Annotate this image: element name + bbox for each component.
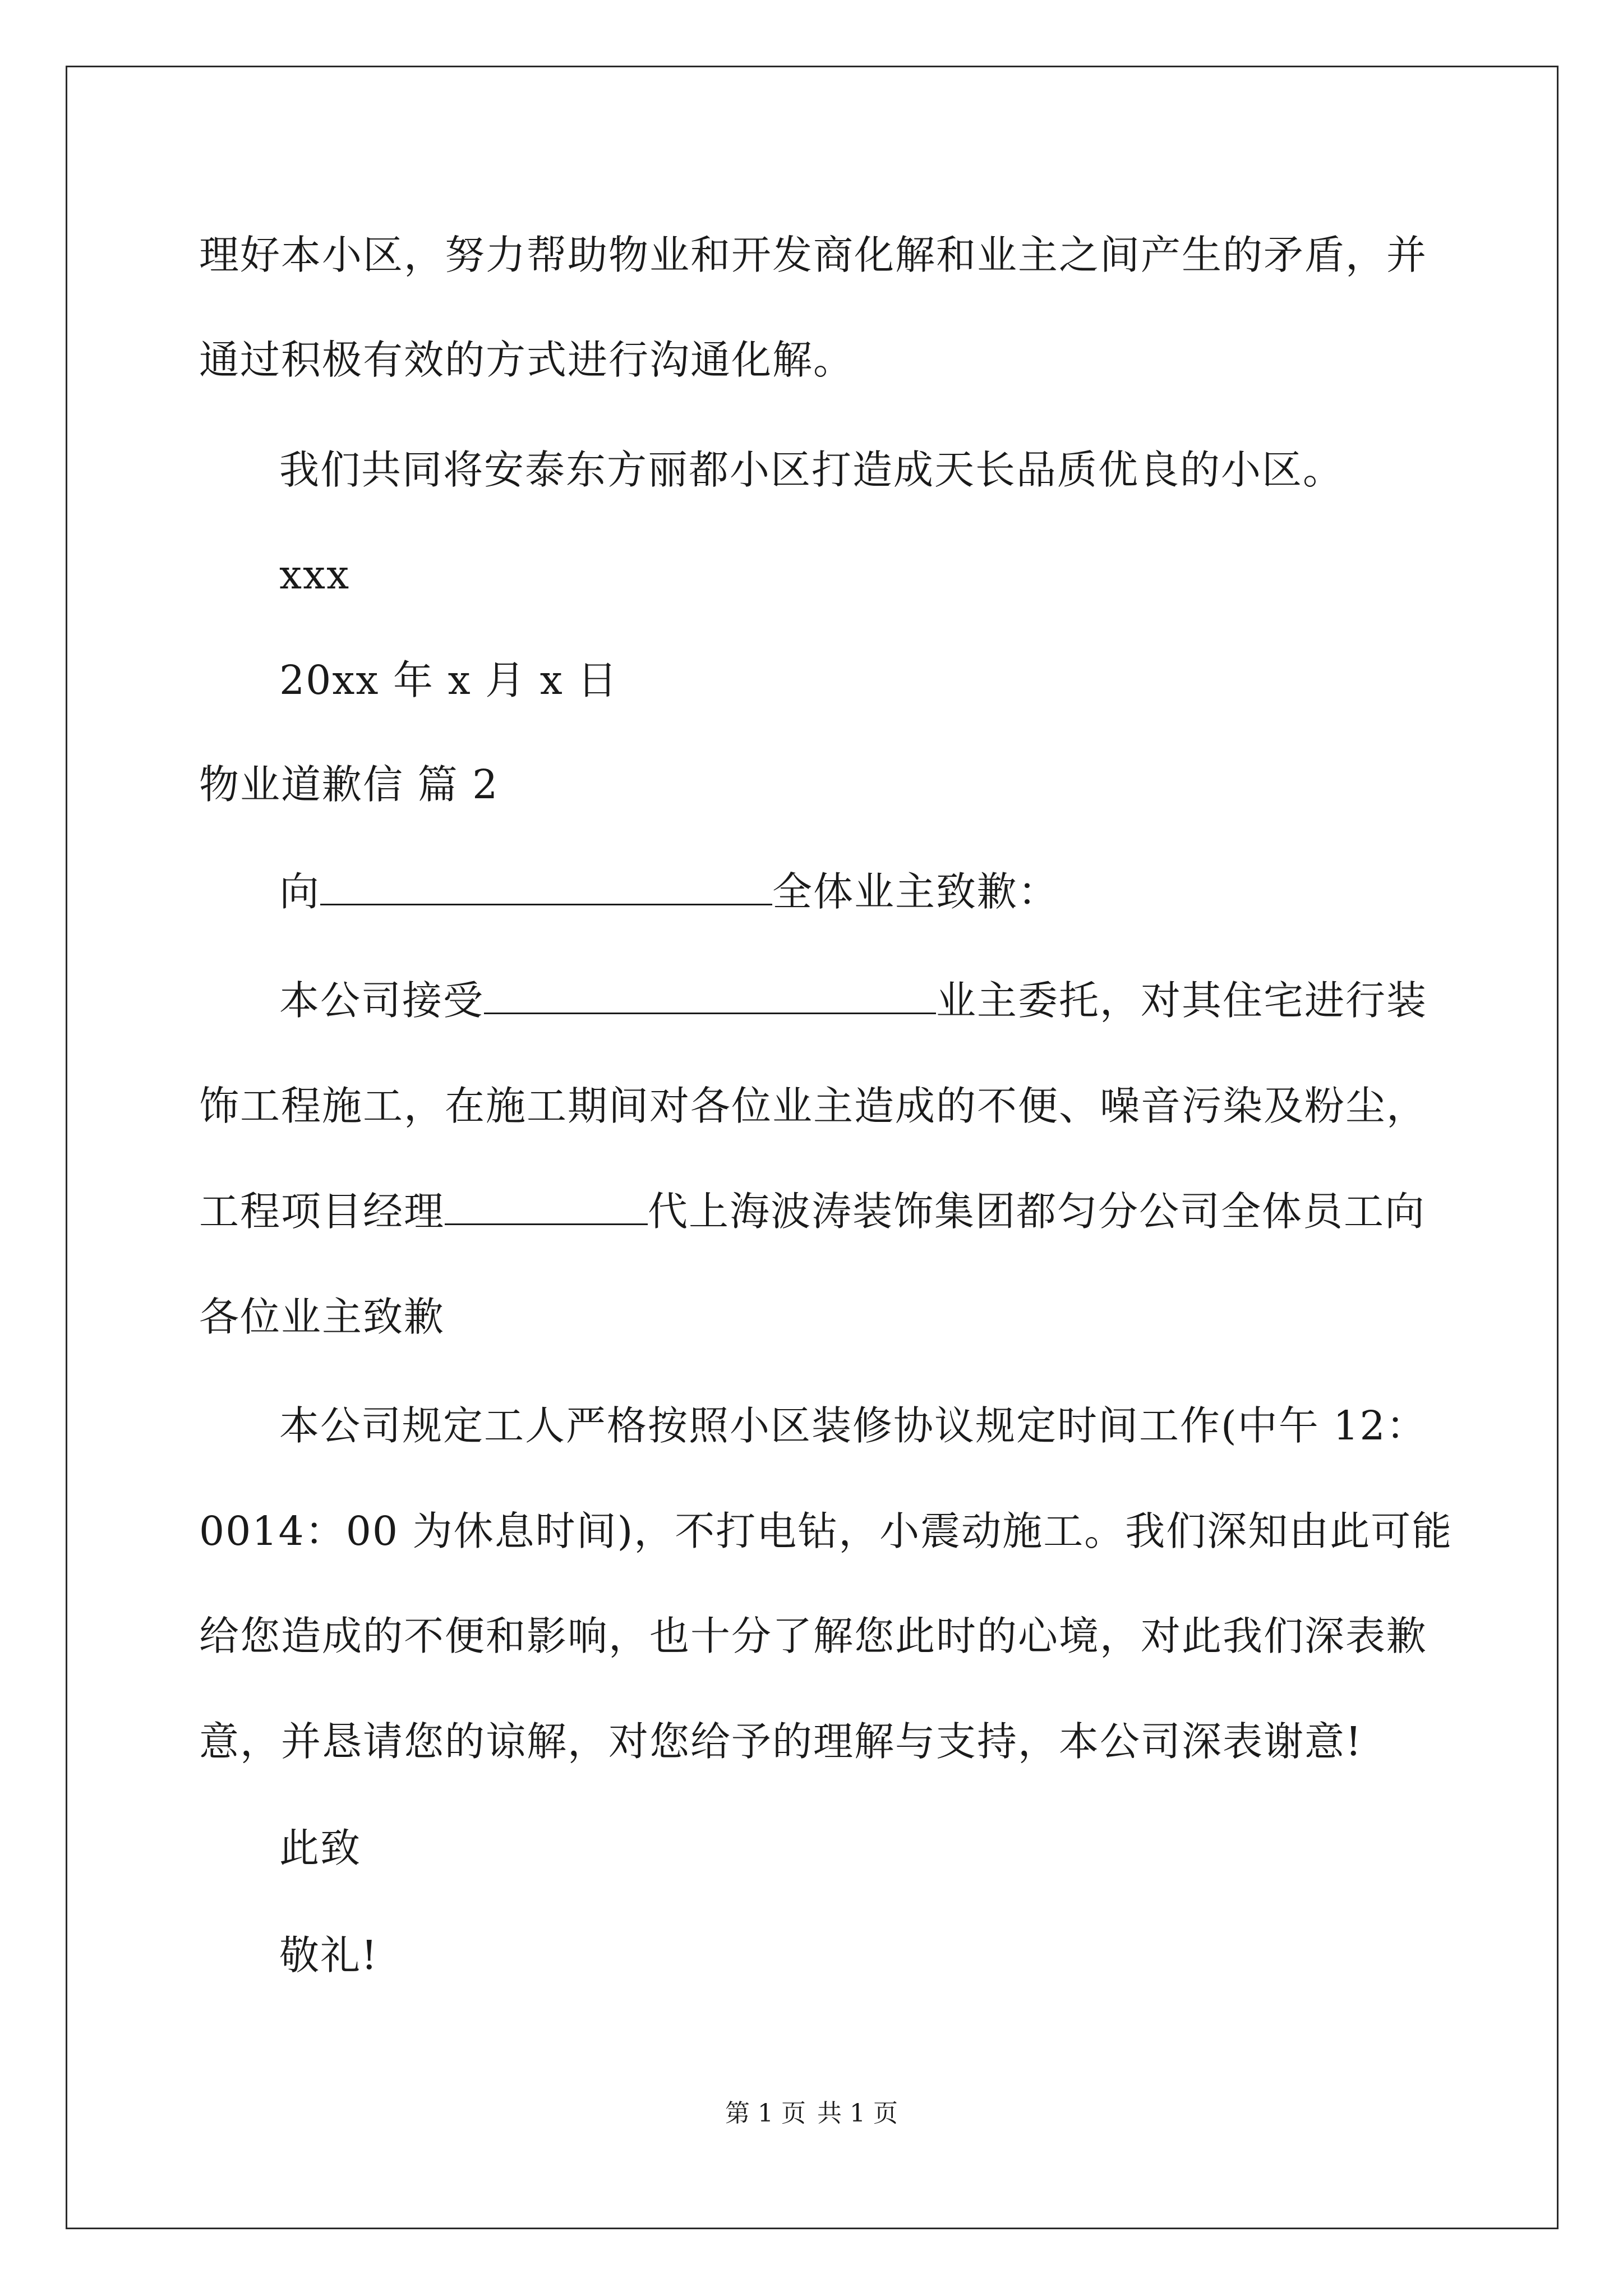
p3-line-1-suffix: 业主委托，对其住宅进行装	[936, 977, 1428, 1024]
p3-line-3-prefix: 工程项目经理	[199, 1188, 445, 1235]
body-text-line: 各位业主致歉	[199, 1294, 445, 1340]
page-total: 共 1 页	[817, 2099, 898, 2128]
fill-in-blank	[484, 978, 936, 1014]
p3-line-3-suffix: 代上海波涛装饰集团都匀分公司全体员工向	[648, 1188, 1426, 1235]
body-text-line: 饰工程施工，在施工期间对各位业主造成的不便、噪音污染及粉尘，	[199, 1083, 1428, 1129]
body-text-line: 通过积极有效的方式进行沟通化解。	[199, 337, 855, 383]
body-text-line: 0014：00 为休息时间)，不打电钻，小震动施工。我们深知由此可能	[199, 1508, 1453, 1554]
section-heading: 物业道歉信 篇 2	[199, 761, 499, 808]
body-text-line	[199, 1186, 1426, 1237]
signature: xxx	[279, 551, 351, 598]
body-text-line: 理好本小区，努力帮助物业和开发商化解和业主之间产生的矛盾，并	[199, 232, 1428, 278]
salutation-line	[279, 867, 1059, 917]
fill-in-blank	[320, 869, 772, 905]
page-footer	[0, 2098, 1623, 2129]
body-text-line: 意，并恳请您的谅解，对您给予的理解与支持，本公司深表谢意!	[199, 1718, 1363, 1765]
closing-line: 此致	[279, 1825, 362, 1871]
body-text-line: 本公司规定工人严格按照小区装修协议规定时间工作(中午 12：	[279, 1402, 1427, 1449]
page-number: 第 1 页	[725, 2099, 806, 2128]
p3-line-1-prefix: 本公司接受	[279, 977, 485, 1024]
body-text-line: 给您造成的不便和影响，也十分了解您此时的心境，对此我们深表歉	[199, 1613, 1428, 1659]
closing-line: 敬礼!	[279, 1932, 379, 1978]
date-line: 20xx 年 x 月 x 日	[279, 657, 619, 703]
body-paragraph: 我们共同将安泰东方丽都小区打造成天长品质优良的小区。	[279, 447, 1344, 493]
page-border	[66, 66, 1559, 2229]
salutation-suffix: 全体业主致歉：	[772, 868, 1059, 915]
fill-in-blank	[445, 1189, 648, 1225]
salutation-prefix: 向	[279, 868, 321, 915]
body-text-line	[279, 976, 1427, 1026]
